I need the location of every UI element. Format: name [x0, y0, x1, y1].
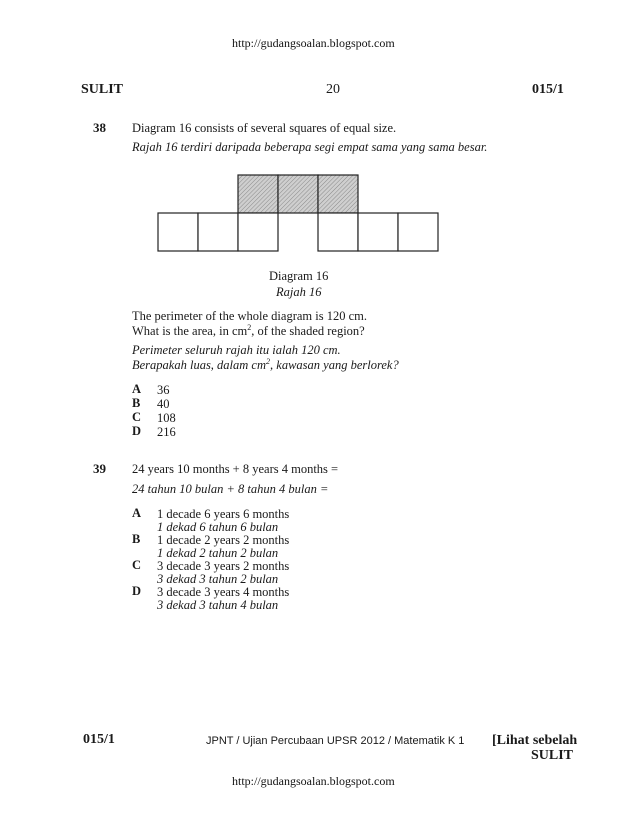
q38-question-en-2: What is the area, in $cm^2$, of the shaded region?: [132, 322, 365, 338]
option-letter: C: [132, 410, 142, 424]
bottom-squares-right: [318, 213, 438, 251]
option-value: 36: [157, 383, 170, 397]
bottom-squares-left: [158, 213, 278, 251]
option-ms: 3 dekad 3 tahun 4 bulan: [157, 598, 279, 612]
diagram-16: [150, 170, 440, 258]
footer-see-next: [Lihat sebelah: [492, 733, 578, 748]
top-url: http://gudangsoalan.blogspot.com: [232, 36, 395, 50]
option-en: 3 decade 3 years 2 months: [157, 559, 290, 573]
option-letter: A: [132, 506, 142, 520]
option-letter: D: [132, 584, 142, 598]
option-en: 1 decade 2 years 2 months: [157, 533, 290, 547]
header-sulit: SULIT: [81, 82, 124, 97]
q38-line-ms: Rajah 16 terdiri daripada beberapa segi empat sama yang sama besar.: [132, 140, 488, 154]
option-ms: 3 dekad 3 tahun 2 bulan: [157, 572, 279, 586]
footer-title: JPNT / Ujian Percubaan UPSR 2012 / Matematik K 1: [206, 735, 465, 747]
footer-code: 015/1: [83, 732, 115, 747]
option-en: 3 decade 3 years 4 months: [157, 585, 290, 599]
q38-line-en: Diagram 16 consists of several squares of equal size.: [132, 121, 397, 135]
option-value: 108: [157, 411, 176, 425]
q38-question-en-1: The perimeter of the whole diagram is 120 cm.: [132, 309, 367, 323]
diagram-caption-ms: Rajah 16: [276, 285, 322, 299]
q38-question-ms-2: Berapakah luas, dalam $cm^2$, kawasan yang berlorek?: [132, 356, 399, 372]
option-letter: D: [132, 424, 142, 438]
q39-line-ms: 24 tahun 10 bulan + 8 tahun 4 bulan =: [132, 482, 329, 496]
page-number: 20: [326, 82, 340, 97]
option-en: 1 decade 6 years 6 months: [157, 507, 290, 521]
option-value: 40: [157, 397, 170, 411]
shaded-region: [238, 175, 358, 213]
option-letter: C: [132, 558, 142, 572]
diagram-caption-en: Diagram 16: [269, 269, 329, 283]
question-38-number: 38: [93, 120, 106, 135]
option-ms: 1 dekad 2 tahun 2 bulan: [157, 546, 279, 560]
bottom-url: http://gudangsoalan.blogspot.com: [232, 774, 395, 788]
option-ms: 1 dekad 6 tahun 6 bulan: [157, 520, 279, 534]
q38-question-ms-1: Perimeter seluruh rajah itu ialah 120 cm.: [132, 343, 341, 357]
question-39-number: 39: [93, 461, 106, 476]
header-code: 015/1: [532, 82, 564, 97]
option-letter: B: [132, 396, 141, 410]
q39-line-en: 24 years 10 months + 8 years 4 months =: [132, 462, 339, 476]
option-letter: A: [132, 382, 142, 396]
option-letter: B: [132, 532, 141, 546]
option-value: 216: [157, 425, 176, 439]
footer-sulit: SULIT: [531, 748, 574, 763]
